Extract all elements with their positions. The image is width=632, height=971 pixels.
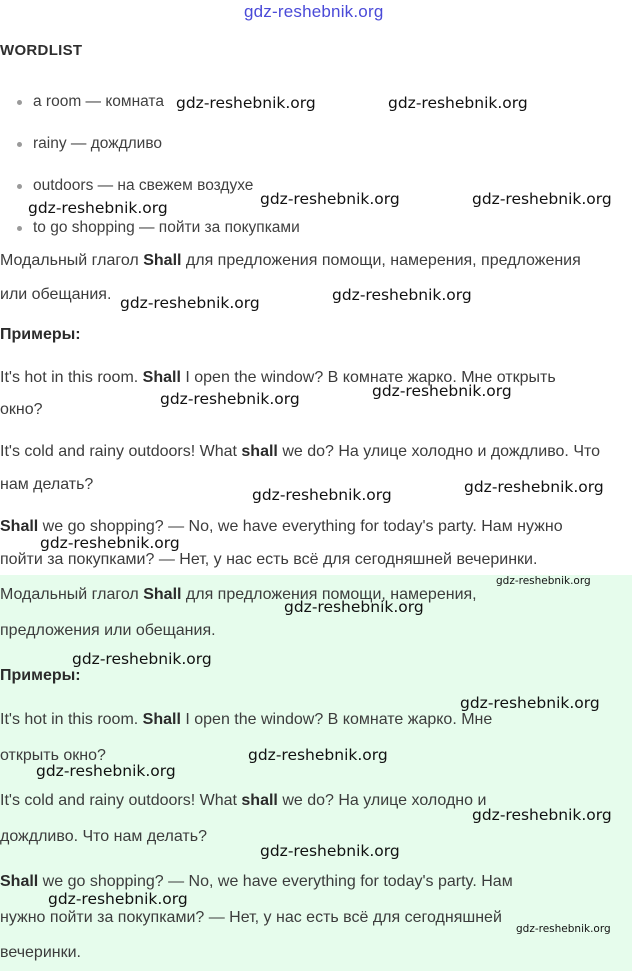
wordlist-title: WORDLIST — [0, 42, 83, 59]
wordlist-item-label: rainy — дождливо — [33, 135, 162, 152]
watermark: gdz-reshebnik.org — [28, 199, 168, 217]
site-header-watermark: gdz-reshebnik.org — [244, 2, 384, 21]
intro-line: Модальный глагол Shall для предложения помощи, намерения, предложения — [0, 252, 581, 269]
intro-line: или обещания. — [0, 286, 112, 303]
example-line: It's hot in this room. Shall I open the window? В комнате жарко. Мне — [0, 711, 493, 728]
watermark: gdz-reshebnik.org — [516, 923, 611, 935]
example-line: окно? — [0, 401, 43, 418]
example-line: открыть окно? — [0, 747, 106, 764]
example-line: It's hot in this room. Shall I open the window? В комнате жарко. Мне открыть — [0, 369, 556, 386]
watermark: gdz-reshebnik.org — [460, 694, 600, 712]
examples-label: Примеры: — [0, 667, 81, 684]
watermark: gdz-reshebnik.org — [332, 286, 472, 304]
example-line: Shall we go shopping? — No, we have everything for today's party. Нам нужно — [0, 518, 563, 535]
example-line: нужно пойти за покупками? — Нет, у нас есть всё для сегодняшней — [0, 909, 502, 926]
example-line: It's cold and rainy outdoors! What shall we do? На улице холодно и дождливо. Что — [0, 443, 601, 460]
watermark: gdz-reshebnik.org — [160, 390, 300, 408]
watermark: gdz-reshebnik.org — [260, 190, 400, 208]
watermark: gdz-reshebnik.org — [36, 762, 176, 780]
example-line: вечеринки. — [0, 944, 81, 961]
watermark: gdz-reshebnik.org — [248, 746, 388, 764]
watermark: gdz-reshebnik.org — [284, 598, 424, 616]
wordlist-item-label: outdoors — на свежем воздухе — [33, 177, 254, 194]
watermark: gdz-reshebnik.org — [372, 382, 512, 400]
watermark: gdz-reshebnik.org — [472, 806, 612, 824]
watermark: gdz-reshebnik.org — [40, 534, 180, 552]
watermark: gdz-reshebnik.org — [72, 650, 212, 668]
example-line: нам делать? — [0, 476, 94, 493]
watermark: gdz-reshebnik.org — [48, 890, 188, 908]
watermark: gdz-reshebnik.org — [388, 94, 528, 112]
example-line: It's cold and rainy outdoors! What shall we do? На улице холодно и — [0, 792, 487, 809]
watermark: gdz-reshebnik.org — [252, 486, 392, 504]
watermark: gdz-reshebnik.org — [472, 190, 612, 208]
watermark: gdz-reshebnik.org — [496, 575, 591, 587]
intro-line: предложения или обещания. — [0, 622, 216, 639]
bullet-icon — [17, 184, 22, 189]
wordlist-item-label: a room — комната — [33, 93, 164, 110]
bullet-icon — [17, 226, 22, 231]
watermark: gdz-reshebnik.org — [176, 94, 316, 112]
watermark: gdz-reshebnik.org — [260, 842, 400, 860]
example-line: дождливо. Что нам делать? — [0, 828, 207, 845]
examples-label: Примеры: — [0, 326, 81, 343]
wordlist-item-label: to go shopping — пойти за покупками — [33, 219, 300, 236]
example-line: пойти за покупками? — Нет, у нас есть всё для сегодняшней вечеринки. — [0, 551, 538, 568]
watermark: gdz-reshebnik.org — [120, 294, 260, 312]
watermark: gdz-reshebnik.org — [464, 478, 604, 496]
intro-line: Модальный глагол Shall для предложения помощи, намерения, — [0, 586, 477, 603]
bullet-icon — [17, 100, 22, 105]
example-line: Shall we go shopping? — No, we have everything for today's party. Нам — [0, 873, 513, 890]
bullet-icon — [17, 142, 22, 147]
